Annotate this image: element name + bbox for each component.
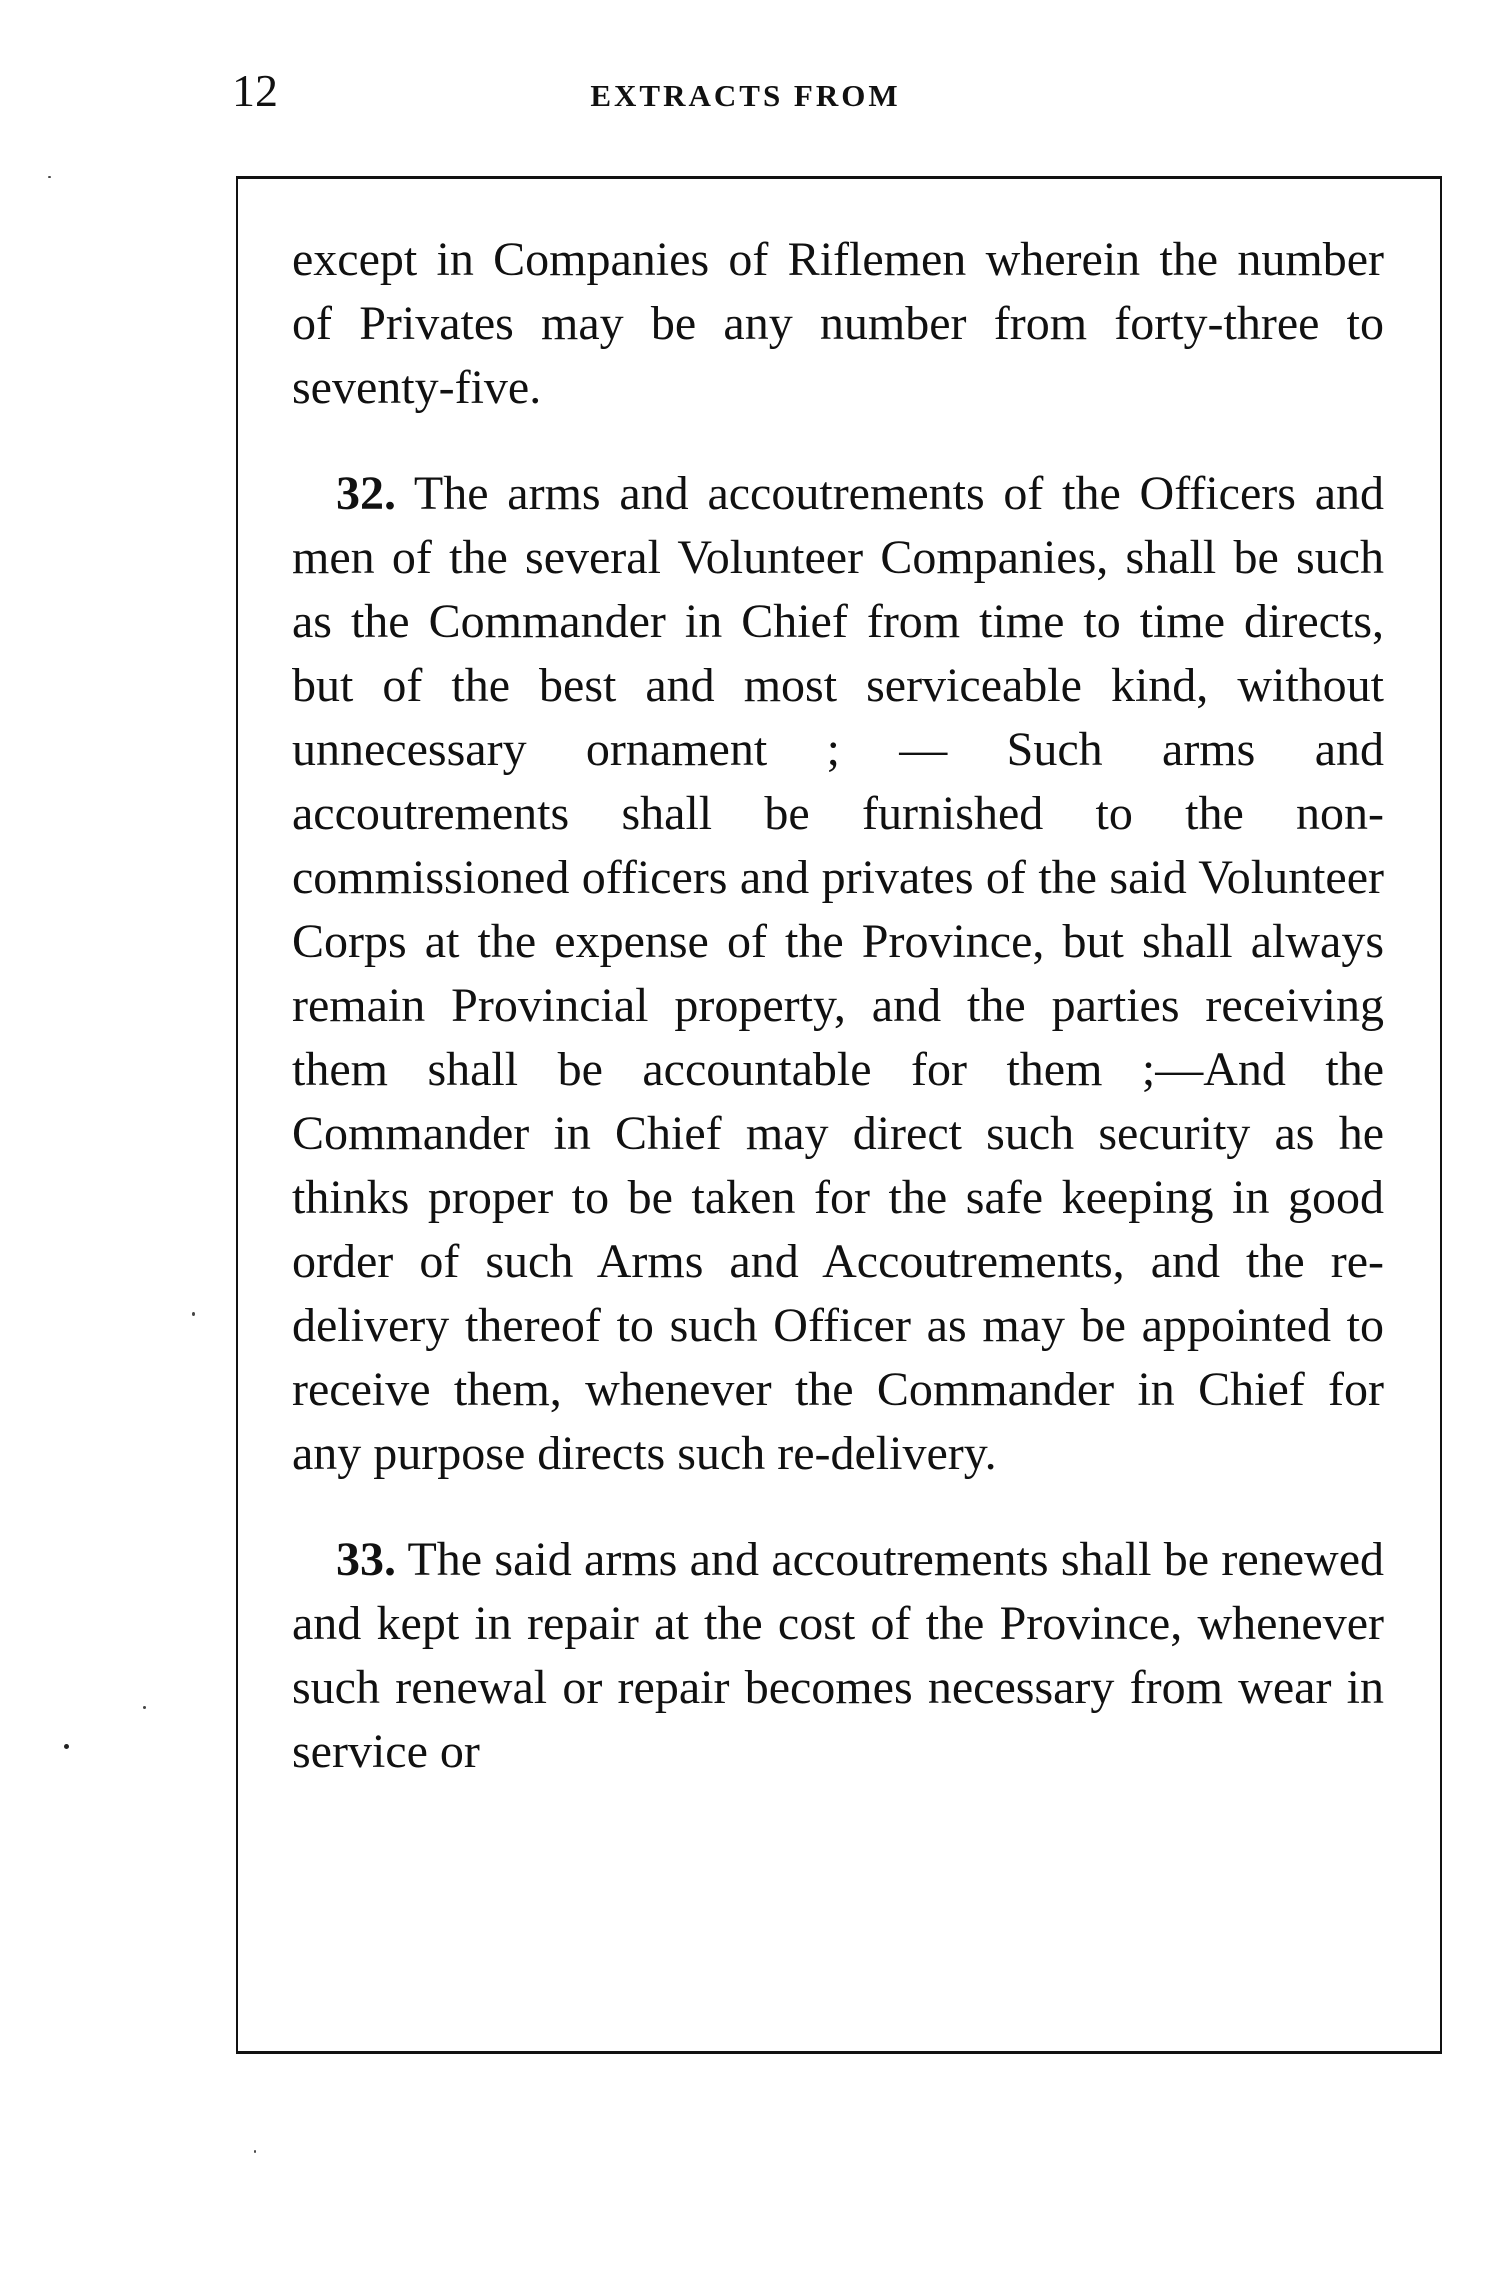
section-text: The said arms and accoutrements shall be renewed and kept in repair at the cost of the Province, whenever such renewal or repair becomes necessary from wear in service or — [292, 1533, 1384, 1778]
page-number: 12 — [232, 65, 278, 116]
paper-speck — [143, 1706, 146, 1709]
section-32-paragraph — [292, 462, 1384, 1486]
paper-speck — [64, 1744, 69, 1749]
paper-speck — [48, 176, 51, 178]
body-text — [292, 228, 1384, 1784]
running-title: EXTRACTS FROM — [590, 78, 901, 113]
continuation-paragraph: except in Companies of Riflemen wherein the number of Privates may be any number from forty-three to seventy-five. — [292, 233, 1384, 414]
section-33-paragraph — [292, 1528, 1384, 1784]
section-text: The arms and accoutrements of the Officers and men of the several Volunteer Companies, shall be such as the Commander in Chief from time to time directs, but of the best and most serviceable kind, without unnecessary ornament ; — Such arms and accoutrements shall be furnished to the non-commissioned officers and privates of the said Volunteer Corps at the expense of the Province, but shall always remain Provincial property, and the parties receiving them shall be accountable for them ;—And the Commander in Chief may direct such security as he thinks proper to be taken for the safe keeping in good order of such Arms and Accoutrements, and the re-delivery thereof to such Officer as may be appointed to receive them, whenever the Commander in Chief for any purpose directs such re-delivery. — [292, 467, 1384, 1480]
section-number: 33. — [336, 1533, 396, 1586]
paper-speck — [254, 2150, 256, 2153]
section-number: 32. — [336, 467, 396, 520]
paper-speck — [192, 1312, 195, 1316]
